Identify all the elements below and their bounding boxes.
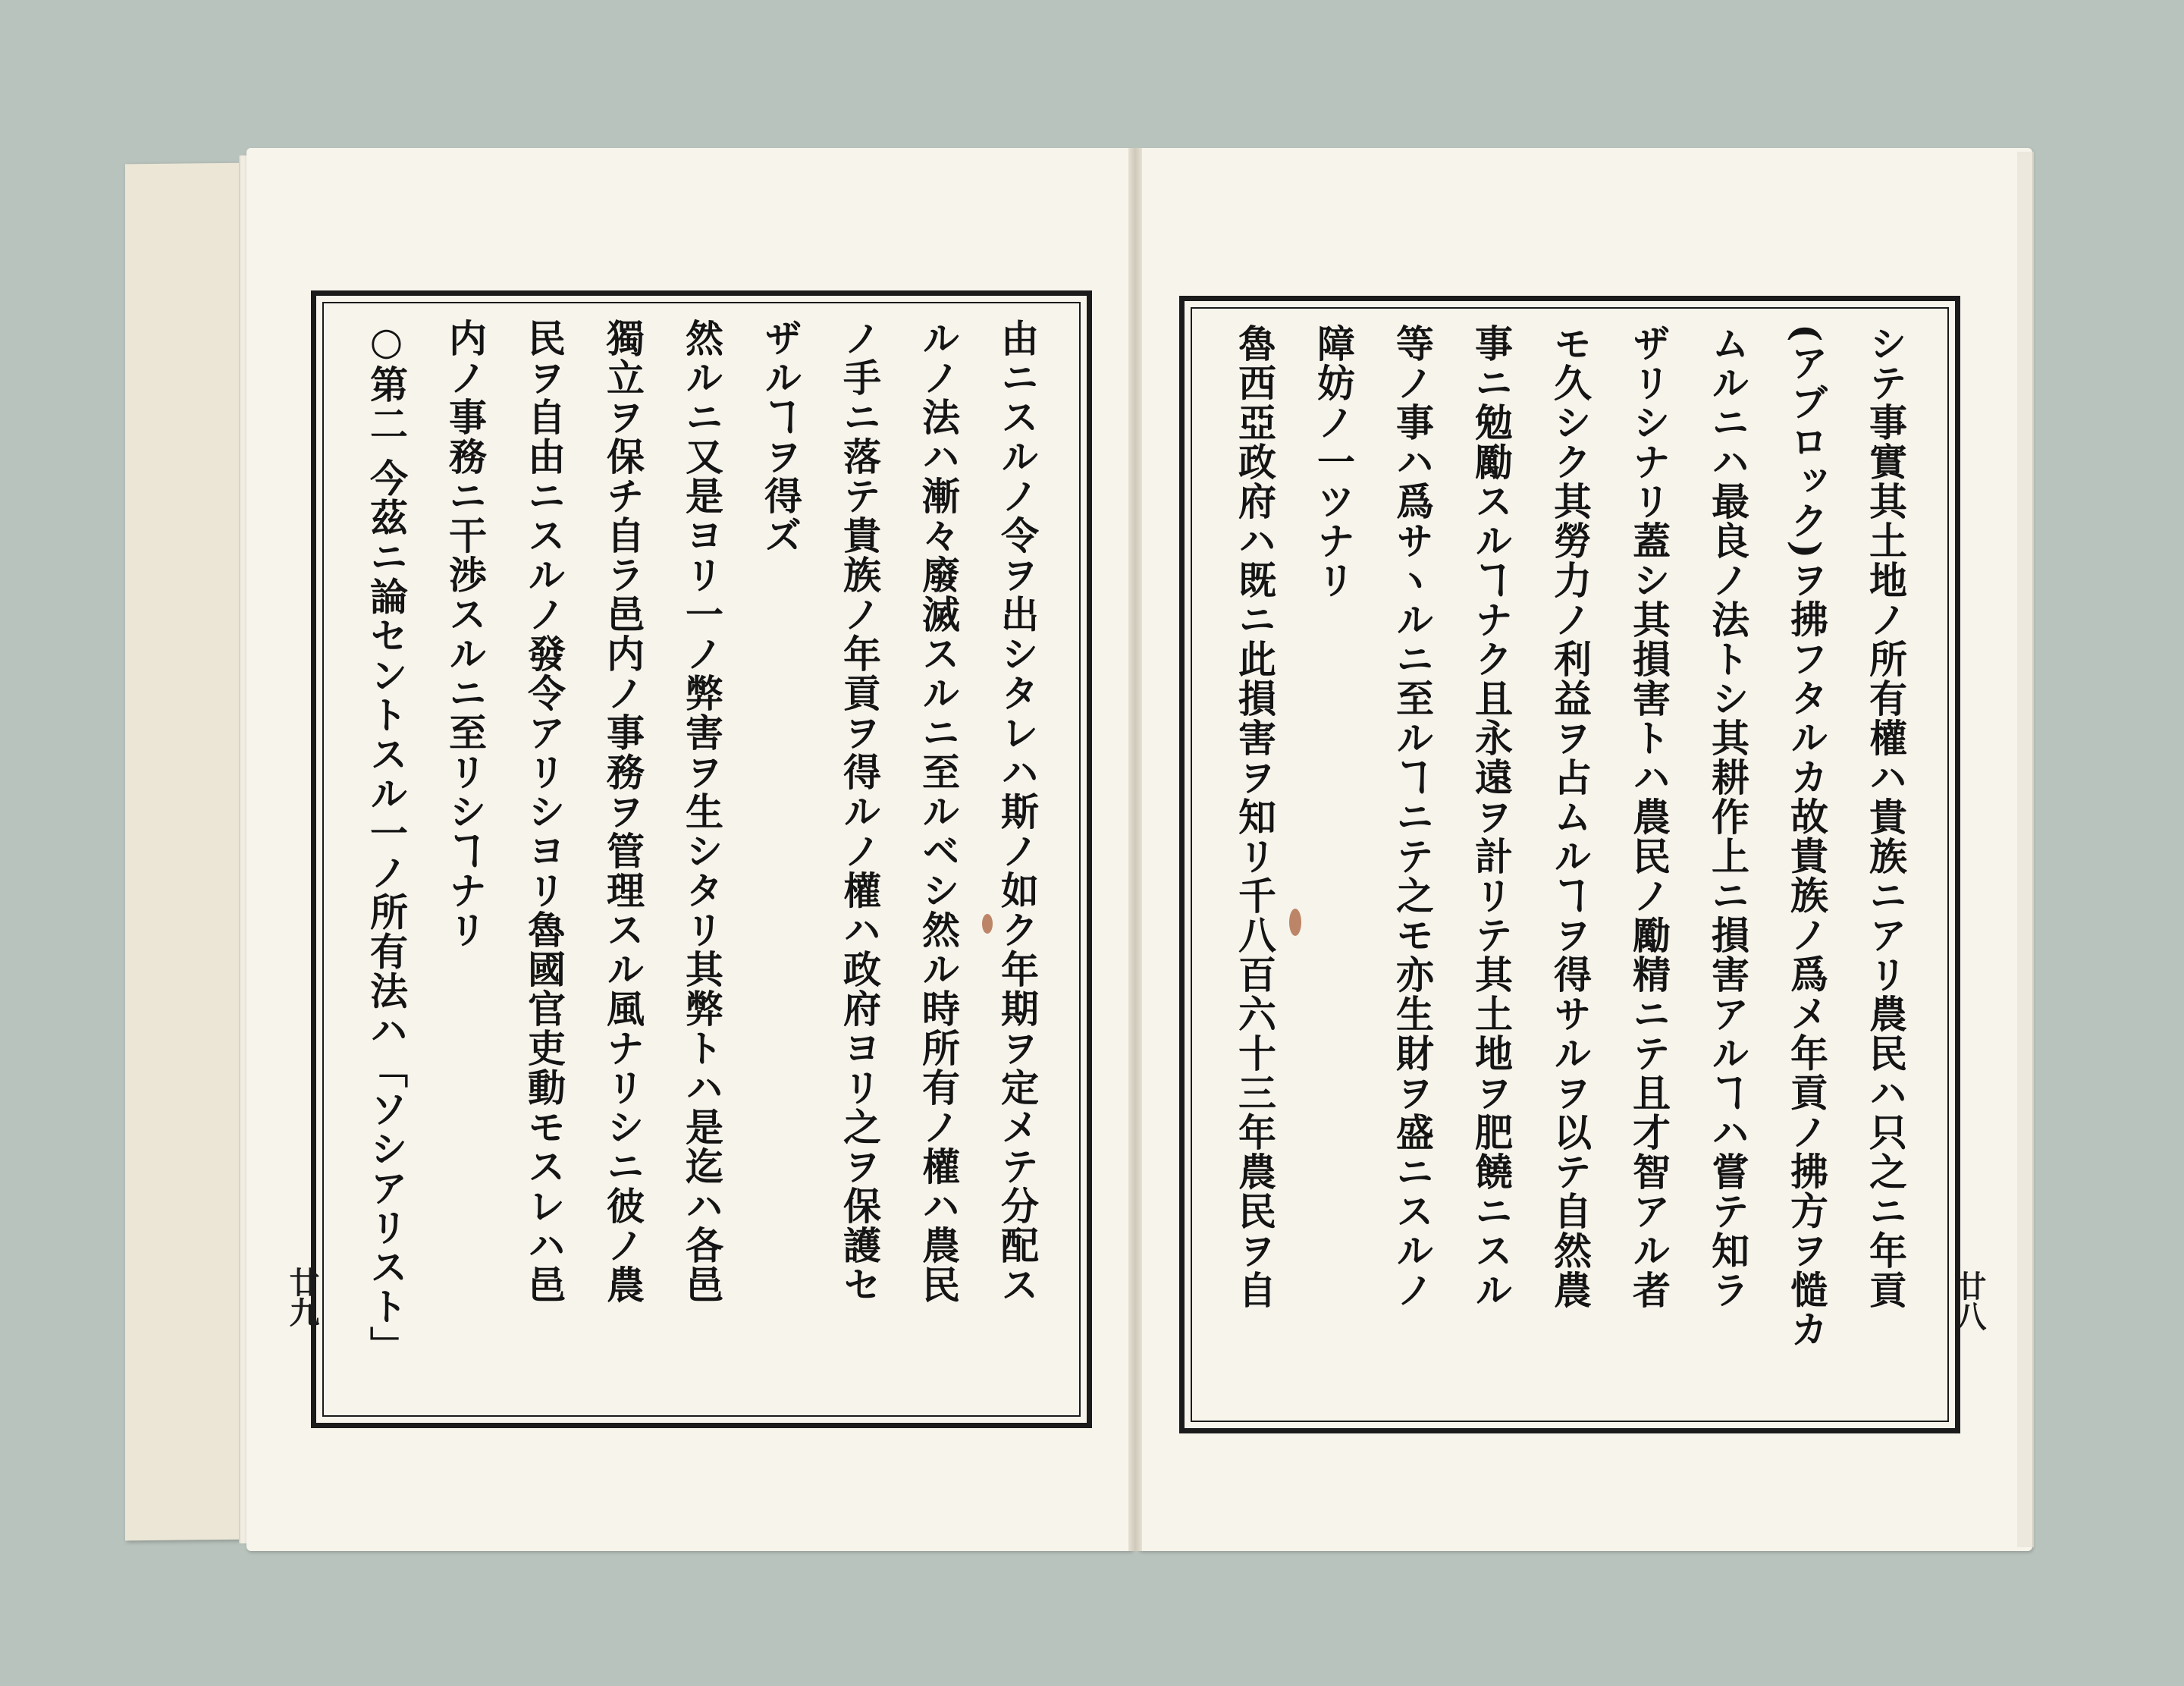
text-line: ○第二 今茲ニ論セントスル一ノ所有法ハ「ソシアリスト」 [364,319,409,1366]
ink-stain [1289,909,1301,936]
text-line: 由ニスルノ令ヲ出シタレハ斯ノ如ク年期ヲ定メテ分配ス [995,319,1040,1305]
text-line: 然ルニ又是ヨリ一ノ弊害ヲ生シタリ其弊トハ是迄ハ各邑 [679,319,724,1305]
text-line: ザルヿヲ得ズ [758,319,803,555]
right-text-frame [1179,296,1960,1433]
text-line: 内ノ事務ニ干渉スルニ至リシヿナリ [443,319,488,950]
text-line: 魯西亞政府ハ既ニ此損害ヲ知リ千八百六十三年農民ヲ自 [1232,324,1277,1310]
right-page-text [1215,324,1925,1405]
text-line: 等ノ事ハ爲サヽルニ至ルヿニテ之モ亦生財ヲ盛ニスルノ [1390,324,1435,1310]
text-line: ノ手ニ落テ貴族ノ年貢ヲ得ルノ權ハ政府ヨリ之ヲ保護セ [837,319,882,1305]
left-text-frame [311,290,1092,1428]
text-line: モ久シク其勞力ノ利益ヲ占ムルヿヲ得サルヲ以テ自然農 [1548,324,1592,1310]
text-line: シテ事實其土地ノ所有權ハ貴族ニアリ農民ハ只之ニ年貢 [1863,324,1908,1310]
text-line: ムルニハ最良ノ法トシ其耕作上ニ損害アルヿハ嘗テ知ラ [1705,324,1750,1310]
text-line: 獨立ヲ保チ自ラ邑内ノ事務ヲ管理スル風ナリシニ彼ノ農 [601,319,645,1305]
text-line: 事ニ勉勵スルヿナク且永遠ヲ計リテ其土地ヲ肥饒ニスル [1469,324,1514,1310]
right-page-number: 廿八 [1951,1270,1987,1331]
left-page-number: 廿九 [284,1267,320,1327]
text-line: ザリシナリ蓋シ其損害トハ農民ノ勵精ニテ且才智アル者 [1627,324,1671,1310]
text-line: (アブロック)ヲ拂フタルカ故貴族ノ爲メ年貢ノ拂方ヲ慥カ [1784,324,1829,1349]
text-line: 民ヲ自由ニスルノ發令アリシヨリ魯國官吏動モスレハ邑 [522,319,566,1305]
text-line: 障妨ノ一ツナリ [1311,324,1356,600]
book-spine [1128,148,1142,1551]
right-page-edge [2017,152,2034,1547]
text-line: ルノ法ハ漸々廢滅スルニ至ルベシ然ル時所有ノ權ハ農民 [916,319,961,1305]
left-page-text [347,319,1056,1400]
ink-stain [982,914,993,934]
